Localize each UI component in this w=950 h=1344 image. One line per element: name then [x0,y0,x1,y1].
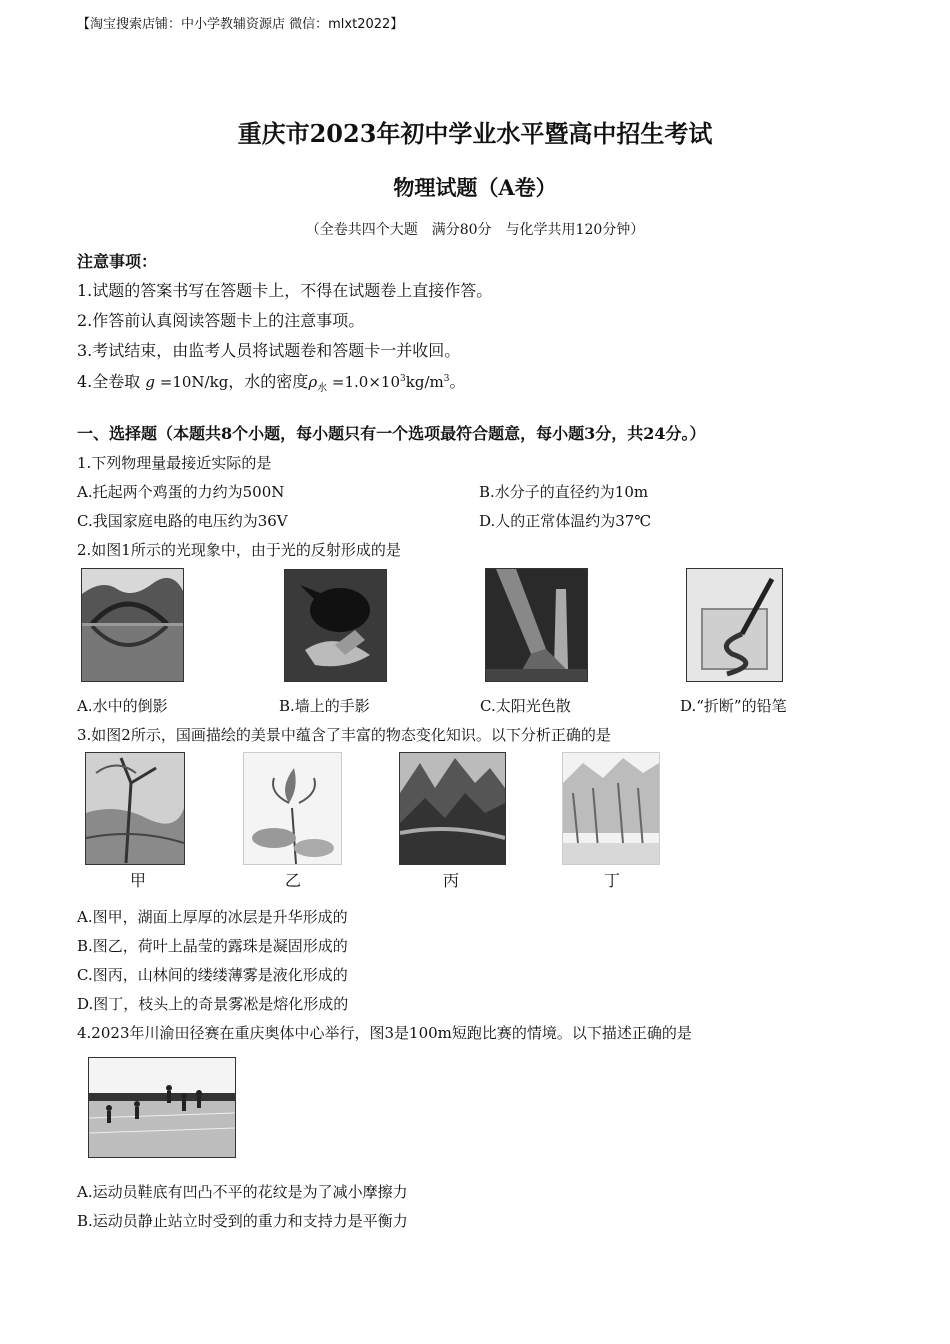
formula-rho-symbol: ρ [308,373,318,391]
figure-bridge-reflection [81,568,184,682]
notice-item-3: 3.考试结束，由监考人员将试题卷和答题卡一并收回。 [77,341,461,360]
exam-subject-title: 物理试题（A卷） [393,175,557,200]
notice-heading: 注意事项： [77,252,158,271]
q3-stem: 3.如图2所示，国画描绘的美景中蕴含了丰富的物态变化知识。以下分析正确的是 [77,726,611,744]
formula-rho-value: =1.0×10 [331,373,401,391]
q3-option-a: A.图甲，湖面上厚厚的冰层是升华形成的 [77,908,348,926]
q1-option-a: A.托起两个鸡蛋的力约为500N [77,483,285,501]
header-note: 【淘宝搜索店铺：中小学教辅资源店 微信：mlxt2022】 [77,17,404,32]
formula-rho-unit-exp: 3 [443,374,450,384]
formula-rho-sub: 水 [317,383,328,394]
q1-option-b: B.水分子的直径约为10m [479,483,649,501]
q1-option-d: D.人的正常体温约为37℃ [479,512,652,530]
notice-item-4-end: 。 [449,372,466,391]
formula-g-value: =10N/kg [159,373,229,391]
notice-item-1: 1.试题的答案书写在答题卡上，不得在试题卷上直接作答。 [77,281,493,300]
q4-option-a: A.运动员鞋底有凹凸不平的花纹是为了减小摩擦力 [77,1183,408,1201]
q3-option-d: D.图丁，枝头上的奇景雾凇是熔化形成的 [77,995,349,1013]
q4-stem: 4.2023年川渝田径赛在重庆奥体中心举行，图3是100m短跑比赛的情境。以下描述正确的是 [77,1024,692,1042]
painting-bing [399,752,506,865]
figure-sprint-race [88,1057,236,1158]
notice-item-4-mid: ，水的密度 [228,372,309,391]
notice-item-2: 2.作答前认真阅读答题卡上的注意事项。 [77,311,365,330]
q4-option-b: B.运动员静止站立时受到的重力和支持力是平衡力 [77,1212,408,1230]
formula-rho-unit: kg/m [405,373,444,391]
q2-option-d: D.“折断”的铅笔 [680,697,787,715]
exam-info: （全卷共四个大题 满分80分 与化学共用120分钟） [305,222,645,238]
painting-jia [85,752,185,865]
q2-option-a: A.水中的倒影 [77,697,168,715]
formula-g [145,373,228,391]
q1-option-c: C.我国家庭电路的电压约为36V [77,512,288,530]
notice-item-4 [77,369,465,394]
q2-option-c: C.太阳光色散 [480,697,571,715]
figure-prism-dispersion [485,568,588,682]
notice-item-4-prefix: 4.全卷取 [77,372,141,391]
painting-ding [562,752,660,865]
q2-stem: 2.如图1所示的光现象中，由于光的反射形成的是 [77,541,401,559]
painting-label-ding: 丁 [604,871,621,890]
q1-stem: 1.下列物理量最接近实际的是 [77,454,272,472]
section-1-heading: 一、选择题（本题共8个小题，每小题只有一个选项最符合题意，每小题3分，共24分。） [77,424,706,443]
figure-hand-shadow [284,569,387,682]
q3-option-c: C.图丙，山林间的缕缕薄雾是液化形成的 [77,966,348,984]
figure-bent-pencil [686,568,783,682]
painting-yi [243,752,342,865]
q3-option-b: B.图乙，荷叶上晶莹的露珠是凝固形成的 [77,937,348,955]
formula-g-symbol: g [145,373,155,391]
painting-label-jia: 甲 [130,871,147,890]
formula-rho [308,373,450,394]
formula-rho-exp: 3 [400,374,406,384]
painting-label-bing: 丙 [443,871,460,890]
q2-option-b: B.墙上的手影 [279,697,370,715]
exam-title: 重庆市2023年初中学业水平暨高中招生考试 [237,119,713,148]
painting-label-yi: 乙 [285,871,302,890]
